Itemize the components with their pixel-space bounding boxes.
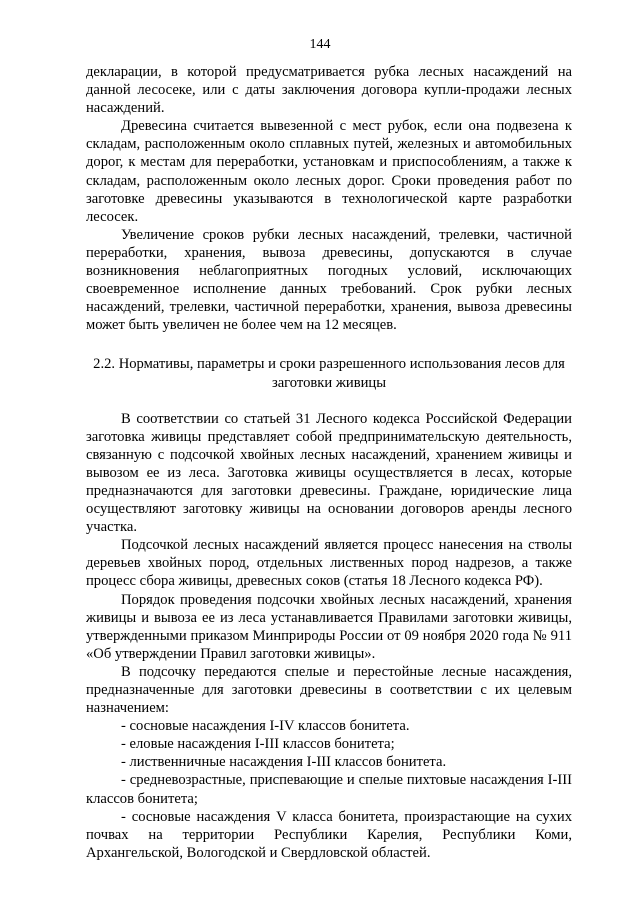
list-item: - сосновые насаждения I-IV классов бонитета.: [121, 718, 410, 735]
paragraph: Подсочкой лесных насаждений является процесс нанесения на стволы деревьев хвойных пород, отдельных лиственных пород надрезов, а также процесс сбора живицы, древесных соков (статья 18 Лесного кодекса РФ).: [86, 537, 572, 590]
paragraph: В подсочку передаются спелые и перестойные лесные насаждения, предназначенные для заготовки древесины в соответствии с их целевым назначением:: [86, 663, 572, 717]
page-number: 144: [309, 37, 331, 52]
document-body: [86, 63, 572, 862]
list-item: - средневозрастные, приспевающие и спелые пихтовые насаждения I-III классов бонитета;: [86, 772, 572, 807]
paragraph: Порядок проведения подсочки хвойных лесных насаждений, хранения живицы и вывоза ее из леса устанавливается Правилами заготовки живицы, утвержденными приказом Минприроды России от 09 ноября 2020 года № 911 «Об утверждении Правил заготовки живицы».: [86, 591, 572, 662]
paragraph: декларации, в которой предусматривается рубка лесных насаждений на данной лесосеке, или с даты заключения договора купли-продажи лесных насаждений.: [86, 64, 572, 117]
section-heading: 2.2. Нормативы, параметры и сроки разрешенного использования лесов для заготовки живицы: [93, 356, 565, 391]
paragraph: В соответствии со статьей 31 Лесного кодекса Российской Федерации заготовка живицы представляет собой предпринимательскую деятельность, связанную с подсочкой хвойных лесных насаждений, хранением живицы и вывозом ее из леса. Заготовка живицы осуществляется в лесах, которые предназначаются для заготовки древесины. Граждане, юридические лица осуществляют заготовку живицы на основании договоров аренды лесного участка.: [86, 410, 572, 536]
list-item: - лиственничные насаждения I-III классов бонитета.: [121, 754, 447, 771]
list-item: - еловые насаждения I-III классов бонитета;: [121, 736, 395, 753]
paragraph: Древесина считается вывезенной с мест рубок, если она подвезена к складам, расположенным около сплавных путей, железных и автомобильных дорог, к местам для переработки, установкам и приспособлениям, а также к складам, расположенным около лесных дорог. Сроки проведения работ по заготовке древесины указываются в технологической карте разработки лесосек.: [86, 118, 572, 225]
paragraph: Увеличение сроков рубки лесных насаждений, трелевки, частичной переработки, хранения, вывоза древесины, допускаются в случае возникновения неблагоприятных погодных условий, исключающих своевременное исполнение данных требований. Срок рубки лесных насаждений, трелевки, частичной переработки, хранения, вывоза древесины может быть увеличен не более чем на 12 месяцев.: [86, 226, 572, 334]
list-item: - сосновые насаждения V класса бонитета, произрастающие на сухих почвах на территории Республики Карелия, Республики Коми, Архангельской, Вологодской и Свердловской областей.: [86, 808, 572, 861]
